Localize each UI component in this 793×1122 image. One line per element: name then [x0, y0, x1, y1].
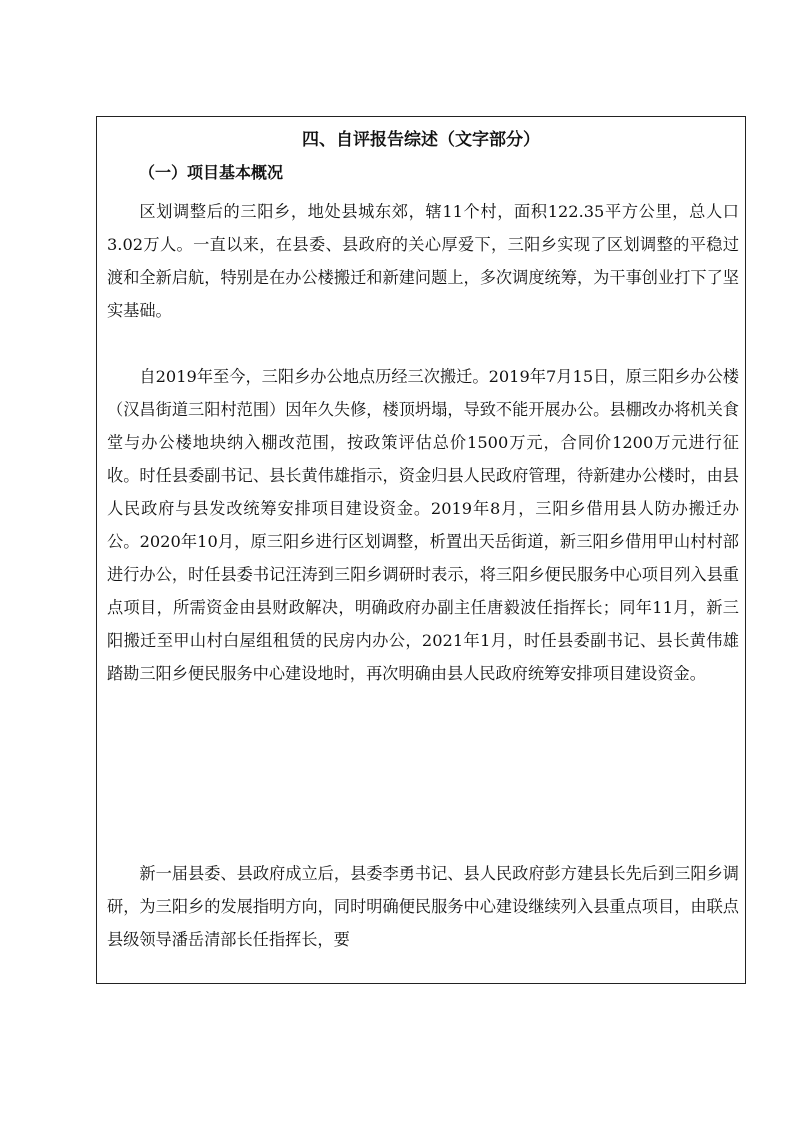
paragraph-overview: 区划调整后的三阳乡，地处县城东郊，辖11个村，面积122.35平方公里，总人口3.02万人。一直以来，在县委、县政府的关心厚爱下，三阳乡实现了区划调整的平稳过渡和全新启航，特别是在办公楼搬迁和新建问题上，多次调度统筹，为干事创业打下了坚实基础。: [107, 202, 739, 320]
section-heading: 四、自评报告综述（文字部分）: [302, 130, 540, 150]
document-frame: [96, 116, 746, 984]
paragraph-relocation-history: 自2019年至今，三阳乡办公地点历经三次搬迁。2019年7月15日，原三阳乡办公楼（汉昌街道三阳村范围）因年久失修，楼顶坍塌，导致不能开展办公。县棚改办将机关食堂与办公楼地块纳入棚改范围，按政策评估总价1500万元，合同价1200万元进行征收。时任县委副书记、县长黄伟雄指示，资金归县人民政府管理，待新建办公楼时，由县人民政府与县发改统筹安排项目建设资金。2019年8月，三阳乡借用县人防办搬迁办公。2020年10月，原三阳乡进行区划调整，析置出天岳街道，新三阳乡借用甲山村村部进行办公，时任县委书记汪涛到三阳乡调研时表示，将三阳乡便民服务中心项目列入县重点项目，所需资金由县财政解决，明确政府办副主任唐毅波任指挥长；同年11月，新三阳搬迁至甲山村白屋组租赁的民房内办公，2021年1月，时任县委副书记、县长黄伟雄踏勘三阳乡便民服务中心建设地时，再次明确由县人民政府统筹安排项目建设资金。: [107, 367, 739, 683]
subsection-heading: （一）项目基本概况: [139, 163, 284, 182]
paragraph-new-leadership: 新一届县委、县政府成立后，县委李勇书记、县人民政府彭方建县长先后到三阳乡调研，为三阳乡的发展指明方向，同时明确便民服务中心建设继续列入县重点项目，由联点县级领导潘岳清部长任指挥长，要: [107, 864, 739, 949]
